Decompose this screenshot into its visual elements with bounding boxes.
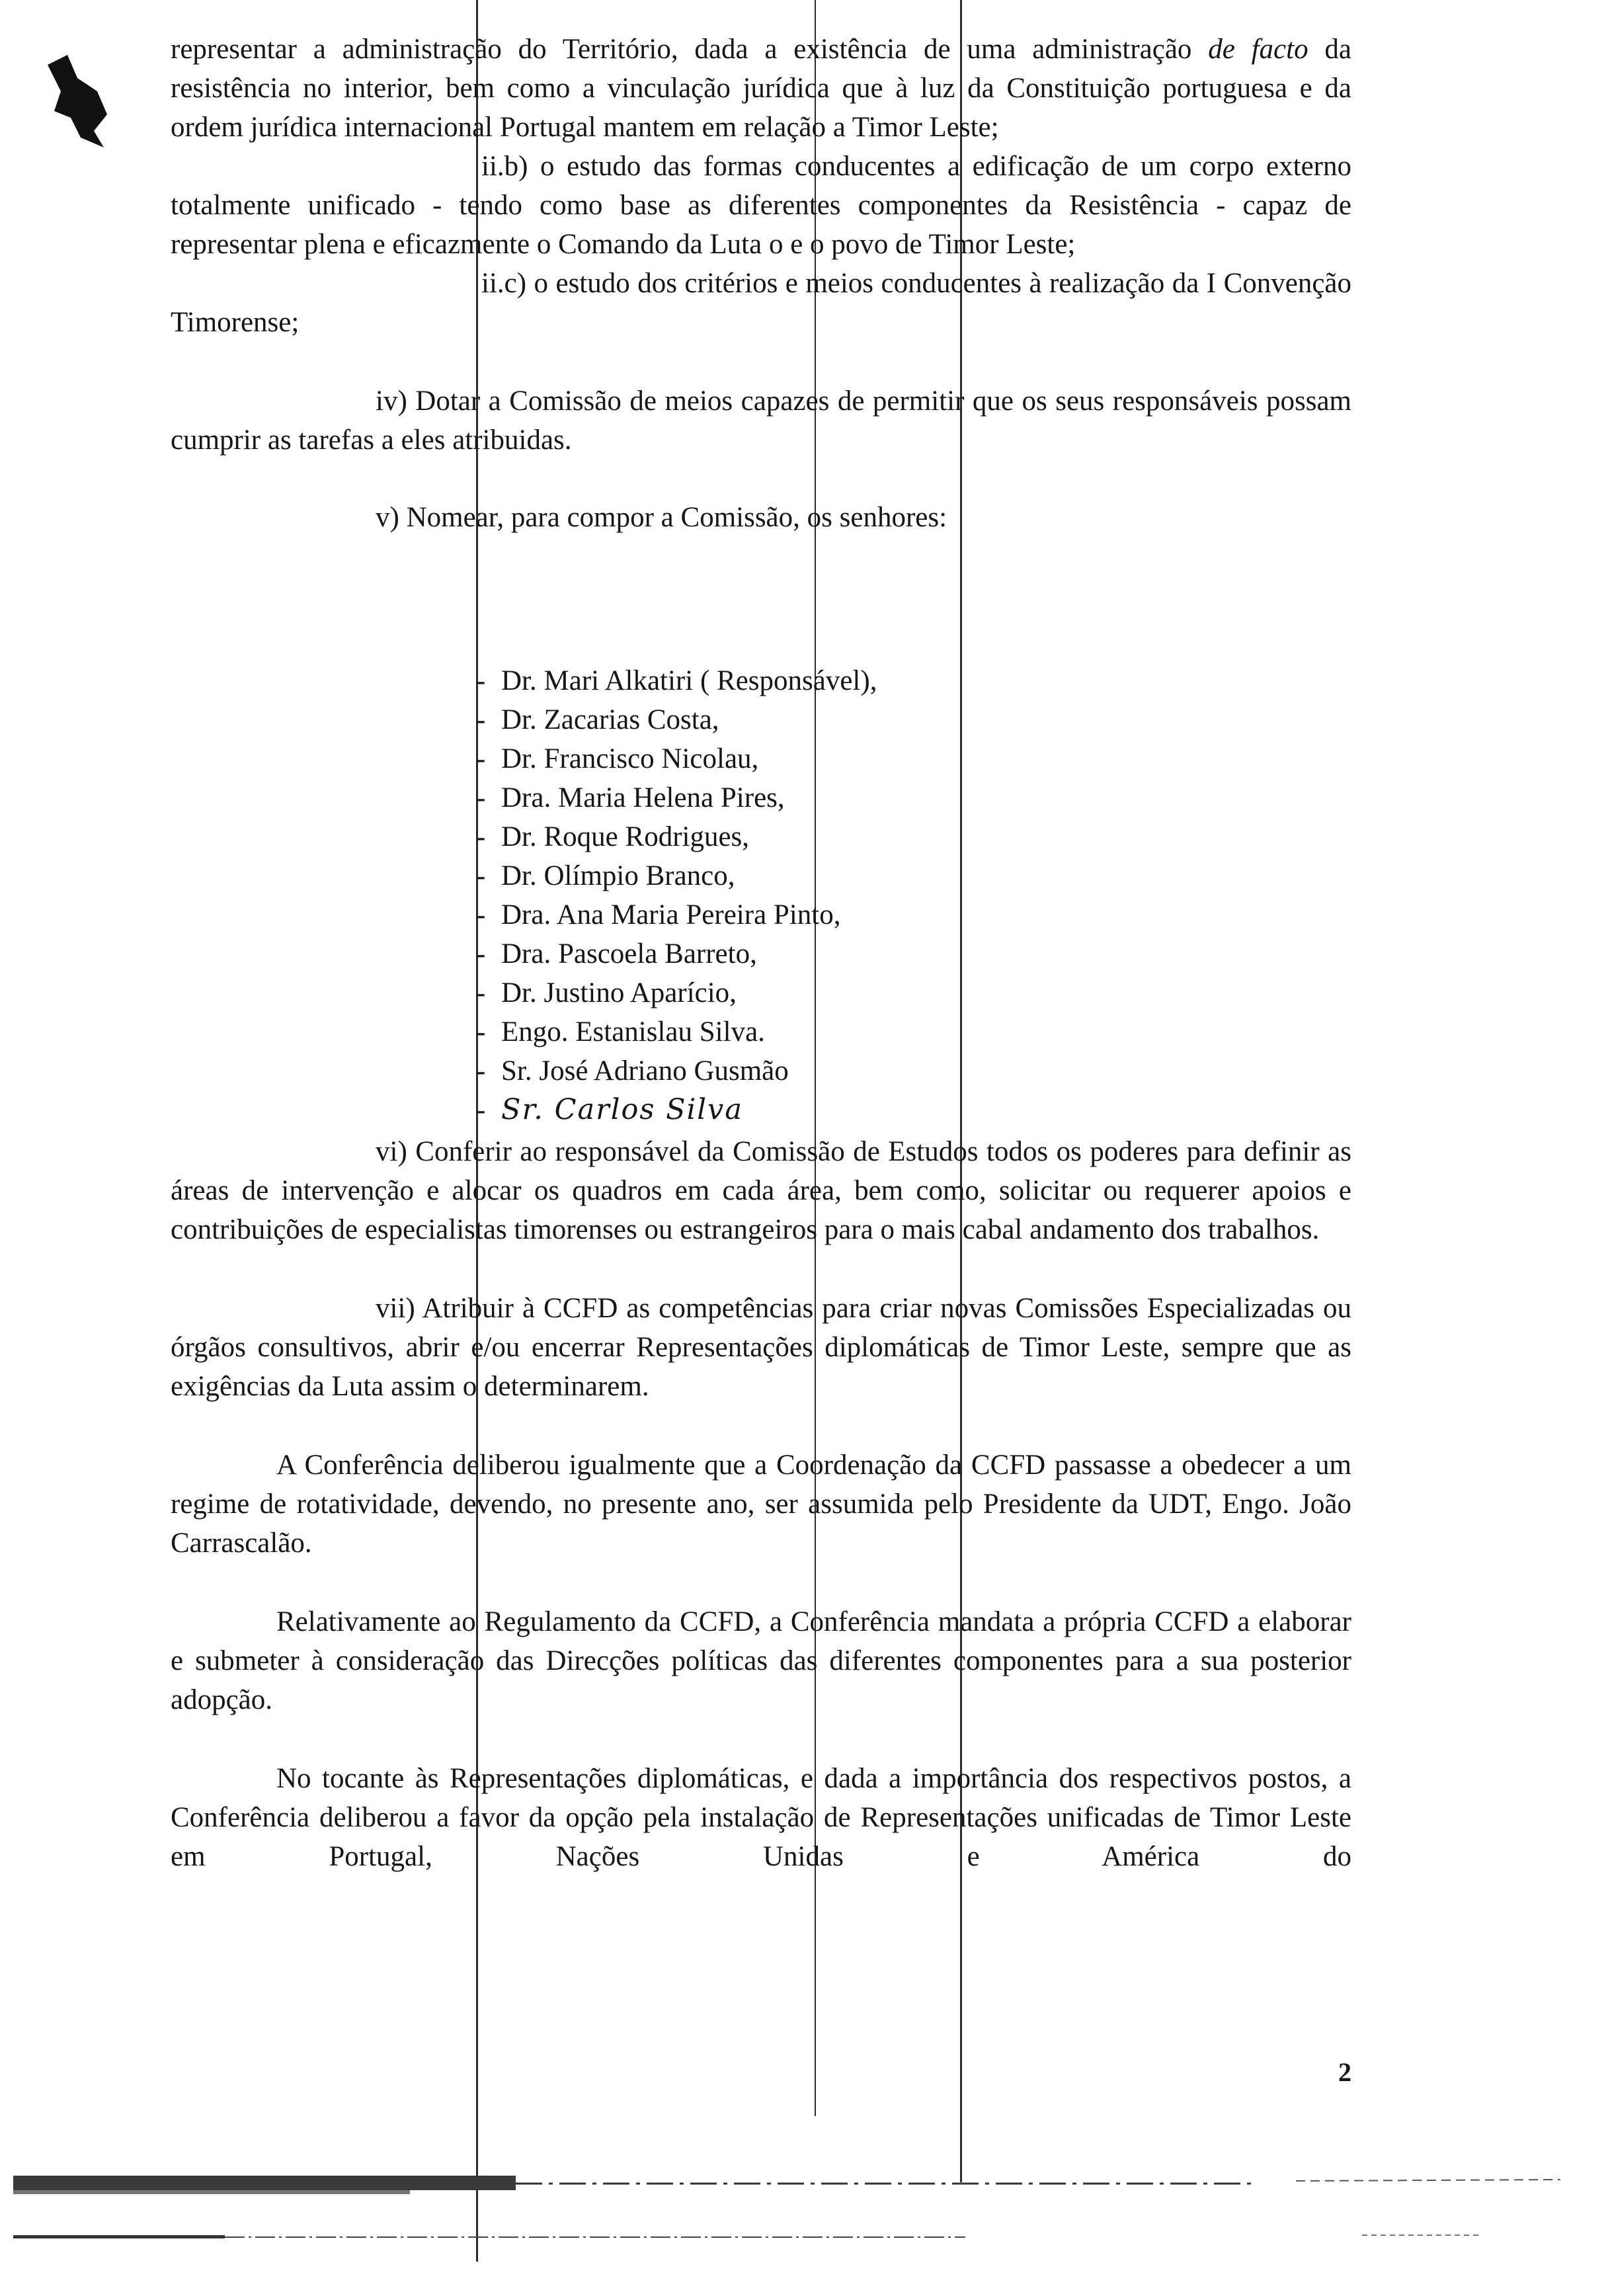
body-text (171, 30, 1351, 537)
paragraph-representacoes: No tocante às Representações diplomáticas, e dada a importância dos respectivos postos, a Conferência deliberou a favor da opção pela instalação de Representações unificadas de Timor Leste em Portugal, Nações Unidas e América do (171, 1763, 1351, 1872)
list-item: - Dr. Justino Aparício, (476, 977, 737, 1008)
item-vii: vii) Atribuir à CCFD as competências para criar novas Comissões Especializadas ou órgãos consultivos, abrir e/ou encerrar Representações diplomáticas de Timor Leste, sempre que as exigências da Luta assim o determinarem. (171, 1293, 1351, 1402)
scan-edge-artifact (0, 2169, 1608, 2275)
item-iv: iv) Dotar a Comissão de meios capazes de permitir que os seus responsáveis possam cumprir as tarefas a eles atribuidas. (171, 386, 1351, 456)
list-item: - Dr. Roque Rodrigues, (476, 821, 750, 852)
list-item: - Dr. Francisco Nicolau, (476, 743, 759, 774)
paragraph-regulamento: Relativamente ao Regulamento da CCFD, a Conferência mandata a própria CCFD a elaborar e submeter à consideração das Direcções políticas das diferentes componentes para a sua posterior adopção. (171, 1606, 1351, 1715)
ink-blot-mark (41, 52, 114, 151)
item-ii-b: ii.b) o estudo das formas conducentes a edificação de um corpo externo totalmente unificado - tendo como base as diferentes componentes da Resistência - capaz de representar plena e eficazmente o Comando da Luta o e o povo de Timor Leste; (171, 151, 1351, 260)
paragraph-intro: representar a administração do Território, dada a existência de uma administração de facto da resistência no interior, bem como a vinculação jurídica que à luz da Constituição portuguesa e da ordem jurídica internacional Portugal mantem em relação a Timor Leste; (171, 34, 1351, 143)
item-v: v) Nomear, para compor a Comissão, os senhores: (376, 502, 947, 533)
list-item: - Engo. Estanislau Silva. (476, 1016, 765, 1047)
list-item: - Dra. Pascoela Barreto, (476, 938, 757, 969)
commission-members-list (463, 661, 877, 1129)
list-item: - Dr. Mari Alkatiri ( Responsável), (476, 665, 877, 696)
handwritten-member: - Sr. Carlos Silva (476, 1093, 743, 1126)
paragraph-coordenacao: A Conferência deliberou igualmente que a Coordenação da CCFD passasse a obedecer a um regime de rotatividade, devendo, no presente ano, ser assumida pelo Presidente da UDT, Engo. João Carrascalão. (171, 1450, 1351, 1559)
body-text-lower (171, 1132, 1351, 1876)
list-item: - Sr. José Adriano Gusmão (476, 1055, 789, 1086)
list-item: - Dra. Ana Maria Pereira Pinto, (476, 899, 841, 930)
item-ii-c: ii.c) o estudo dos critérios e meios conducentes à realização da I Convenção Timorense; (171, 268, 1351, 338)
page-number: 2 (1338, 2057, 1351, 2087)
list-item: - Dra. Maria Helena Pires, (476, 782, 785, 813)
item-vi: vi) Conferir ao responsável da Comissão de Estudos todos os poderes para definir as áreas de intervenção e alocar os quadros em cada área, bem como, solicitar ou requerer apoios e contribuições de especialistas timorenses ou estrangeiros para o mais cabal andamento dos trabalhos. (171, 1136, 1351, 1245)
list-item: - Dr. Olímpio Branco, (476, 860, 735, 891)
list-item: - Dr. Zacarias Costa, (476, 704, 719, 735)
